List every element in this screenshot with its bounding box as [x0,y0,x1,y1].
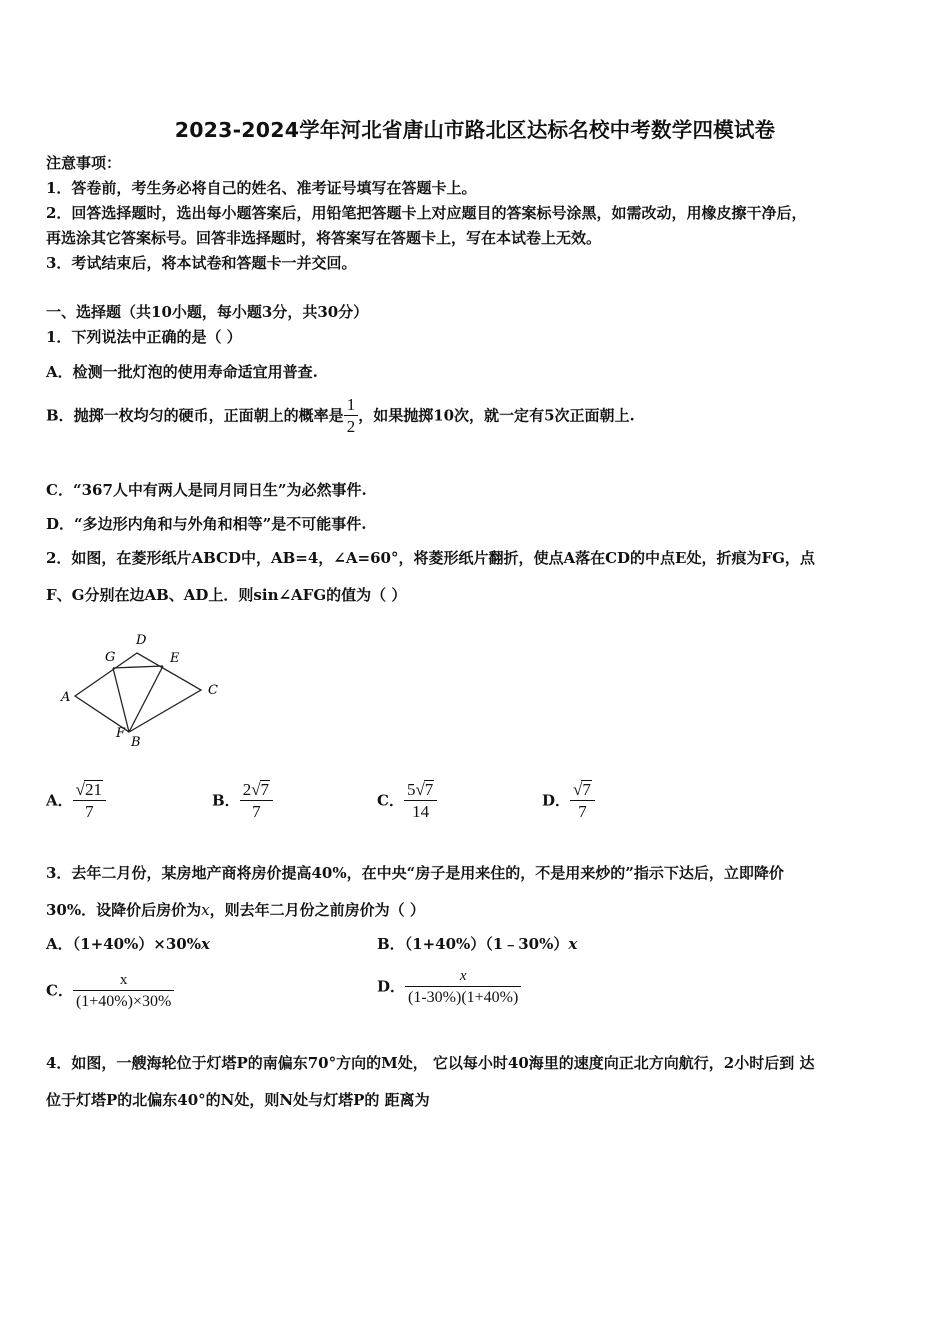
radical-sign: √ [75,780,85,799]
notice-heading: 注意事项： [46,154,122,172]
q1-option-b-tail: ，如果抛掷10次，就一定有5次正面朝上. [358,406,635,425]
q2-option-c [377,780,437,823]
radical-sign: √ [415,780,425,799]
label-c: C [208,683,218,698]
coefficient: 2 [242,780,252,799]
q2-option-a [46,780,106,823]
label-b: B [131,735,141,750]
q3-option-c [46,970,174,1013]
fraction-denominator: 7 [578,802,587,821]
q2-option-d-label: D． [542,791,571,810]
q2-stem-line2: F、G分别在边AB、AD上．则sin∠AFG的值为（ ） [46,586,407,604]
q3-option-d [377,966,521,1009]
q1-option-a: A．检测一批灯泡的使用寿命适宜用普查. [46,363,318,381]
q3-option-c-label: C． [46,981,73,1000]
q3-option-b [377,933,577,954]
variable-x: x [200,935,210,953]
fraction-sqrt7-over-7 [570,780,595,823]
notice-item-3: 3．考试结束后，将本试卷和答题卡一并交回。 [46,254,357,272]
q3-option-a [46,933,210,954]
fraction-option-c [73,970,174,1013]
label-g: G [105,650,116,665]
q2-option-b-label: B． [212,791,240,810]
segment-ge [113,666,163,668]
variable-x: x [201,901,210,919]
radical-sign: √ [251,780,261,799]
fraction-2sqrt7-over-7 [240,780,273,823]
fraction-denominator: 2 [346,417,356,436]
q3-stem-text: 30%．设降价后房价为 [46,901,202,919]
label-f: F [116,726,126,741]
section-heading: 一、选择题（共10小题，每小题3分，共30分） [46,303,369,321]
q2-option-a-label: A． [46,791,73,810]
fraction-numerator: x [73,970,174,991]
q3-option-b-text: B．（1+40%）（1﹣30%） [377,935,569,953]
coefficient: 5 [406,780,416,799]
q2-option-d [542,780,595,823]
notice-item-2b: 再选涂其它答案标号。回答非选择题时，将答案写在答题卡上，写在本试卷上无效。 [46,229,602,247]
radical-sign: √ [573,780,583,799]
fraction-denominator: 14 [412,802,430,821]
fraction-one-half [344,395,359,438]
q2-option-b [212,780,273,823]
radicand: 7 [582,780,591,799]
q3-stem-line1: 3．去年二月份，某房地产商将房价提高40%，在中央“房子是用来住的，不是用来炒的”指示下达后，立即降价 [46,864,784,882]
radicand: 7 [260,780,270,799]
q2-option-c-label: C． [377,791,404,810]
q3-stem-tail: ，则去年二月份之前房价为（ ） [209,901,425,919]
fraction-denominator: (1+40%)×30% [75,993,172,1010]
fraction-denominator: 7 [85,802,94,821]
notice-item-1: 1．答卷前，考生务必将自己的姓名、准考证号填写在答题卡上。 [46,179,477,197]
page-title: 2023-2024学年河北省唐山市路北区达标名校中考数学四模试卷 [174,118,776,142]
q3-stem-line2 [46,899,425,920]
q1-stem: 1．下列说法中正确的是（ ） [46,328,242,346]
fraction-numerator: 1 [344,395,359,416]
q4-stem-line2: 位于灯塔P的北偏东40°的N处，则N处与灯塔P的 距离为 [46,1091,430,1109]
q1-option-d: D．“多边形内角和与外角和相等”是不可能事件. [46,515,367,533]
fraction-5sqrt7-over-14 [404,780,437,823]
fraction-denominator: (1-30%)(1+40%) [408,989,519,1006]
rhombus-outline [75,653,201,732]
label-a: A [61,690,71,705]
radicand: 21 [84,780,102,799]
q1-option-b-text: B．抛掷一枚均匀的硬币，正面朝上的概率是 [46,406,344,425]
q3-option-a-text: A．（1+40%）×30% [46,935,201,953]
q1-option-b [46,395,635,438]
variable-x: x [568,935,578,953]
q4-stem-line1: 4．如图，一艘海轮位于灯塔P的南偏东70°方向的M处， 它以每小时40海里的速度向正北方向航行，2小时后到 达 [46,1054,815,1072]
q2-stem-line1: 2．如图，在菱形纸片ABCD中，AB=4，∠A=60°，将菱形纸片翻折，使点A落在CD的中点E处，折痕为FG，点 [46,549,815,567]
q1-option-c: C．“367人中有两人是同月同日生”为必然事件. [46,481,367,499]
notice-item-2a: 2．回答选择题时，选出每小题答案后，用铅笔把答题卡上对应题目的答案标号涂黑，如需改动，用橡皮擦干净后， [46,204,807,222]
fraction-sqrt21-over-7 [73,780,106,823]
rhombus-figure [55,628,230,753]
label-d: D [136,633,147,648]
label-e: E [170,651,180,666]
radicand: 7 [424,780,434,799]
q3-option-d-label: D． [377,977,406,996]
fraction-numerator: x [405,966,521,987]
fraction-denominator: 7 [252,802,261,821]
fraction-option-d [405,966,521,1009]
